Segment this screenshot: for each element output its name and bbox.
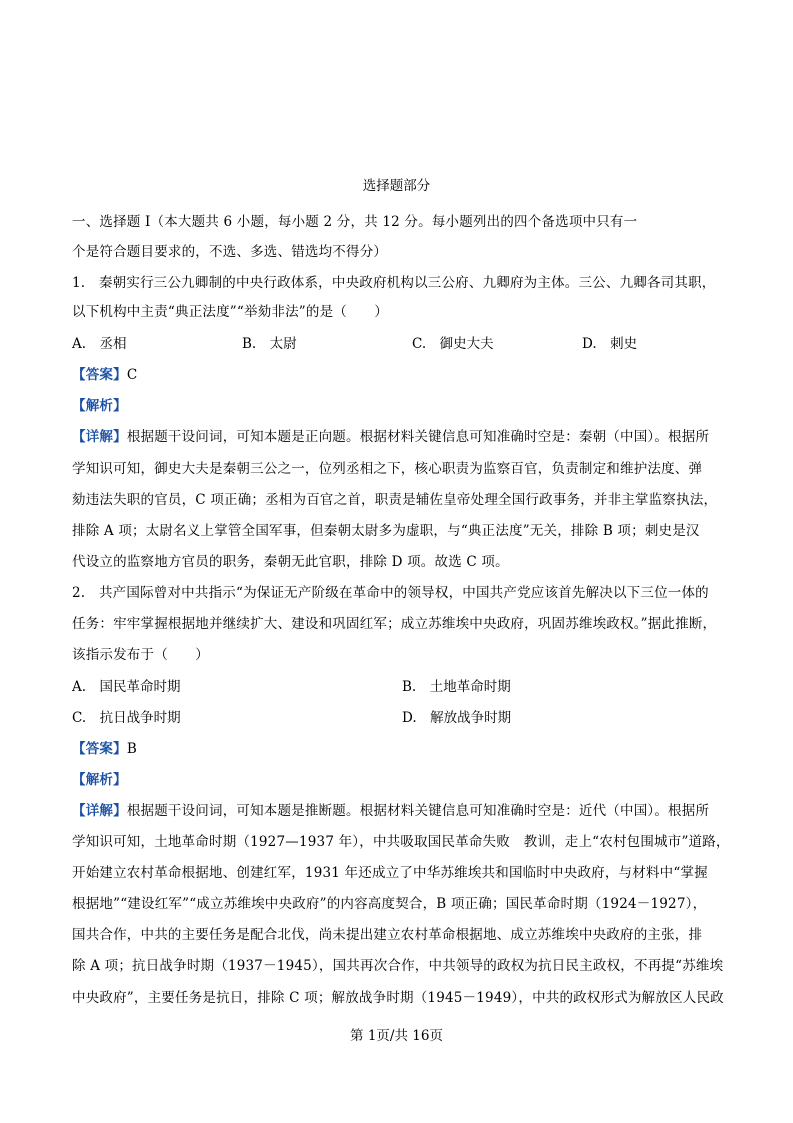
q2-detail-text-1: 根据题干设问词，可知本题是推断题。根据材料关键信息可知准确时空是：近代（中国）。根据所 xyxy=(126,803,710,819)
q2-option-a: A. 国民革命时期 xyxy=(72,679,181,695)
q2-option-c: C. 抗日战争时期 xyxy=(72,710,181,726)
q1-stem-line-2: 以下机构中主责“典正法度”“举劾非法”的是（ ） xyxy=(72,304,389,320)
q1-analysis-heading xyxy=(72,396,722,416)
q1-detail-tag: 【详解】 xyxy=(72,429,127,445)
q2-stem-line-3: 该指示发布于（ ） xyxy=(72,647,209,663)
q1-detail-line-3: 劾违法失职的官员，C 项正确；丞相为百官之首，职责是辅佐皇帝处理全国行政事务，并非主掌监察执法， xyxy=(72,492,718,508)
q1-detail-text-1: 根据题干设问词，可知本题是正向题。根据材料关键信息可知准确时空是：秦朝（中国）。根据所 xyxy=(126,429,710,445)
q1-answer-tag: 【答案】 xyxy=(72,367,127,383)
q1-answer-value: C xyxy=(126,367,138,383)
instructions-line-2: 个是符合题目要求的，不选、多选、错选均不得分） xyxy=(72,244,388,260)
q1-detail-line-2: 学知识可知，御史大夫是秦朝三公之一，位列丞相之下，核心职责为监察百官，负责制定和维护法度、弹 xyxy=(72,461,703,477)
q2-analysis-tag: 【解析】 xyxy=(72,772,127,788)
page-footer: 第 1页/共 16页 xyxy=(350,1028,443,1044)
q2-analysis-heading xyxy=(72,770,722,790)
q1-detail-line-4: 排除 A 项；太尉名义上掌管全国军事，但秦朝太尉多为虚职，与“典正法度”无关，排除 B 项；刺史是汉 xyxy=(72,523,700,539)
q2-detail-line-5: 国共合作，中共的主要任务是配合北伐，尚未提出建立农村革命根据地、成立苏维埃中央政府的主张，排 xyxy=(72,927,703,943)
q1-detail-line-1 xyxy=(72,427,722,447)
q2-stem-line-1: 2. 共产国际曾对中共指示“为保证无产阶级在革命中的领导权，中国共产党应该首先解决以下三位一体的 xyxy=(72,585,709,601)
q1-option-c: C. 御史大夫 xyxy=(412,336,494,352)
q2-answer-value: B xyxy=(126,741,137,757)
q2-detail-line-1 xyxy=(72,801,722,821)
q1-option-d: D. 刺史 xyxy=(582,336,638,352)
q1-option-b: B. 太尉 xyxy=(242,336,297,352)
q2-detail-line-6: 除 A 项；抗日战争时期（1937－1945），国共再次合作，中共领导的政权为抗日民主政权，不再提“苏维埃 xyxy=(72,958,724,974)
q2-detail-line-2: 学知识可知，土地革命时期（1927—1937 年），中共吸取国民革命失败 教训，走上“农村包围城市”道路， xyxy=(72,834,730,850)
q2-option-b: B. 土地革命时期 xyxy=(402,679,511,695)
q2-detail-line-4: 根据地”“建设红军”“成立苏维埃中央政府”的内容高度契合，B 项正确；国民革命时期（1924－1927）， xyxy=(72,896,707,912)
q1-detail-line-5: 代设立的监察地方官员的职务，秦朝无此官职，排除 D 项。故选 C 项。 xyxy=(72,554,509,570)
section-title: 选择题部分 xyxy=(362,178,431,194)
q1-option-a: A. 丞相 xyxy=(72,336,127,352)
q2-detail-line-3: 开始建立农村革命根据地、创建红军，1931 年还成立了中华苏维埃共和国临时中央政府，与材料中“掌握 xyxy=(72,865,708,881)
q2-option-d: D. 解放战争时期 xyxy=(402,710,512,726)
q1-analysis-tag: 【解析】 xyxy=(72,398,127,414)
q2-stem-line-2: 任务：牢牢掌握根据地并继续扩大、建设和巩固红军；成立苏维埃中央政府，巩固苏维埃政权。”据此推断， xyxy=(72,616,717,632)
q1-answer xyxy=(72,365,722,385)
instructions-line-1: 一、选择题 I（本大题共 6 小题，每小题 2 分，共 12 分。每小题列出的四个备选项中只有一 xyxy=(72,214,638,230)
q2-answer-tag: 【答案】 xyxy=(72,741,127,757)
q2-detail-tag: 【详解】 xyxy=(72,803,127,819)
q2-detail-line-7: 中央政府”，主要任务是抗日，排除 C 项；解放战争时期（1945－1949），中共的政权形式为解放区人民政 xyxy=(72,990,724,1006)
q2-answer xyxy=(72,739,722,759)
q1-stem-line-1: 1. 秦朝实行三公九卿制的中央行政体系，中央政府机构以三公府、九卿府为主体。三公、九卿各司其职， xyxy=(72,275,716,291)
